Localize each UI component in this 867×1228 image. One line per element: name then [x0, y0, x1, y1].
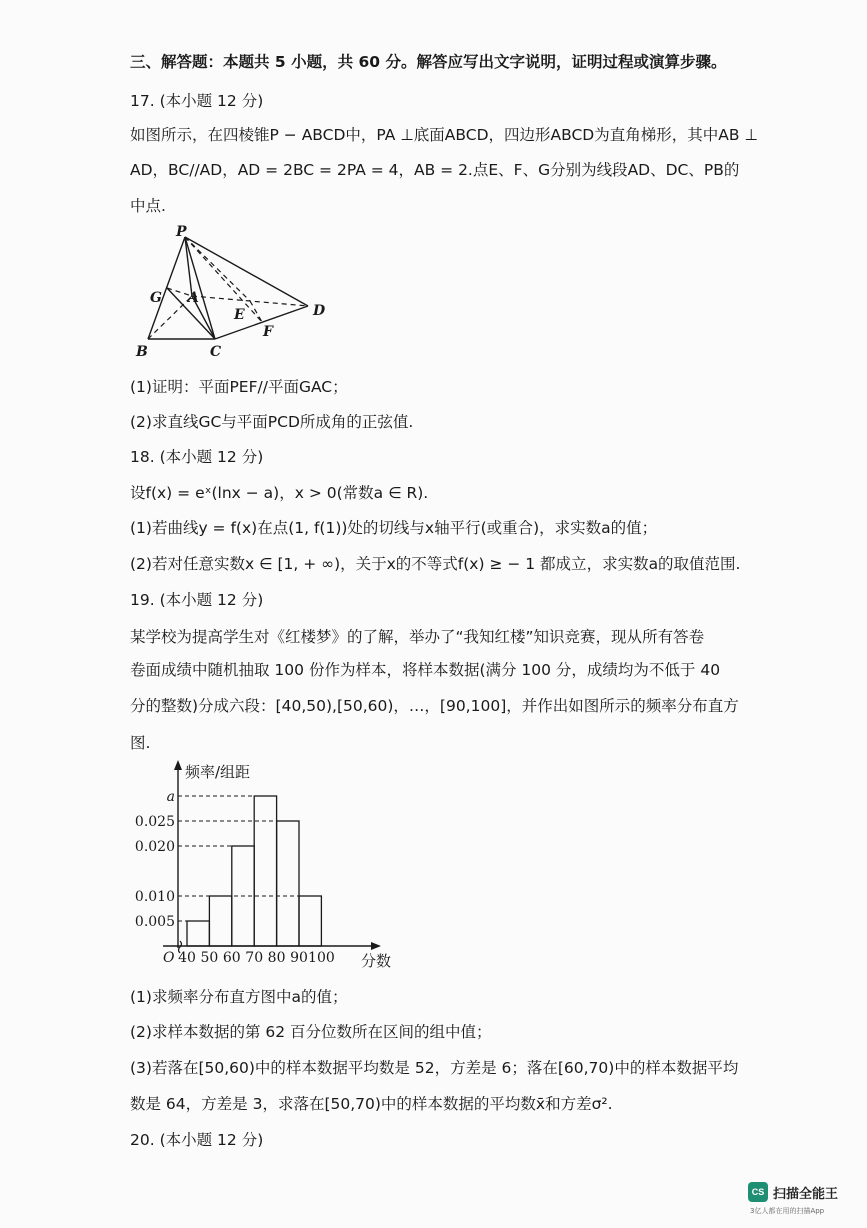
- label-b: B: [136, 344, 148, 360]
- histogram-xtick-label: 70: [245, 950, 264, 966]
- pyramid-figure: [130, 222, 340, 362]
- histogram-bar-[40,50): [187, 921, 209, 946]
- watermark-title: 扫描全能王: [773, 1187, 839, 1202]
- histogram-ytick-label: 0.025: [134, 814, 175, 830]
- histogram-bar-[70,80): [254, 796, 276, 946]
- histogram-xtick-label: 40: [178, 950, 196, 966]
- q19-stem-line-3: 分的整数)分成六段：[40,50),[50,60)，…，[90,100]，并作出如图所示的频率分布直方: [130, 697, 739, 715]
- q18-stem: 设f(x) = eˣ(lnx − a)，x > 0(常数a ∈ R).: [130, 484, 429, 502]
- histogram-xtick-label: 100: [308, 950, 335, 966]
- label-e: E: [234, 307, 245, 323]
- label-c: C: [210, 344, 222, 360]
- q19-number: 19. (本小题 12 分): [130, 591, 264, 609]
- frequency-histogram: [125, 758, 395, 973]
- q19-stem-line-2: 卷面成绩中随机抽取 100 份作为样本，将样本数据(满分 100 分，成绩均为不低于 40: [130, 661, 721, 679]
- q19-part-1: (1)求频率分布直方图中a的值；: [130, 988, 348, 1006]
- histogram-bar-[80,90): [277, 821, 299, 946]
- q18-part-2: (2)若对任意实数x ∈ [1, + ∞)，关于x的不等式f(x) ≥ − 1 都成立，求实数a的取值范围.: [130, 555, 741, 573]
- histogram-xtick-label: 60: [222, 950, 241, 966]
- histogram-ytick-label: 0.010: [134, 889, 175, 905]
- histogram-ytick-label: a: [166, 789, 175, 805]
- q17-stem-line-2: AD，BC//AD，AD = 2BC = 2PA = 4，AB = 2.点E、F、G分别为线段AD、DC、PB的: [130, 161, 740, 179]
- histogram-ylabel: 频率/组距: [185, 763, 251, 781]
- camscanner-logo-icon: CS: [748, 1182, 768, 1202]
- histogram-bar-[90,100]: [299, 896, 321, 946]
- label-a: A: [188, 290, 199, 306]
- watermark-subtitle: 3亿人都在用的扫描App: [750, 1207, 825, 1215]
- histogram-xlabel: 分数: [361, 952, 392, 970]
- q17-stem-line-1: 如图所示，在四棱锥P − ABCD中，PA ⊥底面ABCD，四边形ABCD为直角梯形，其中AB ⊥: [130, 126, 758, 144]
- q19-part-3-line-1: (3)若落在[50,60)中的样本数据平均数是 52，方差是 6；落在[60,70)中的样本数据平均: [130, 1059, 739, 1077]
- q17-part-2: (2)求直线GC与平面PCD所成角的正弦值.: [130, 413, 414, 431]
- histogram-ytick-label: 0.020: [134, 839, 175, 855]
- histogram-xtick-label: 90: [290, 950, 308, 966]
- q18-number: 18. (本小题 12 分): [130, 448, 264, 466]
- label-g: G: [150, 290, 162, 306]
- q19-part-3-line-2: 数是 64，方差是 3，求落在[50,70)中的样本数据的平均数x̄和方差σ².: [130, 1095, 613, 1113]
- q17-part-1: (1)证明：平面PEF//平面GAC；: [130, 378, 348, 396]
- q19-stem-line-4: 图.: [130, 734, 151, 752]
- q18-part-1: (1)若曲线y = f(x)在点(1, f(1))处的切线与x轴平行(或重合)，求实数a的值；: [130, 519, 658, 537]
- section-heading: 三、解答题：本题共 5 小题，共 60 分。解答应写出文字说明，证明过程或演算步骤。: [130, 53, 727, 71]
- q19-stem-line-1: 某学校为提高学生对《红楼梦》的了解，举办了“我知红楼”知识竞赛，现从所有答卷: [130, 628, 705, 646]
- q17-number: 17. (本小题 12 分): [130, 92, 264, 110]
- q17-stem-line-3: 中点.: [130, 197, 166, 215]
- label-p: P: [176, 224, 187, 240]
- histogram-xtick-label: 50: [200, 950, 219, 966]
- histogram-bar-[50,60): [209, 896, 231, 946]
- q20-number: 20. (本小题 12 分): [130, 1131, 264, 1149]
- scanner-watermark: [748, 1180, 858, 1220]
- histogram-ytick-label: 0.005: [134, 914, 175, 930]
- histogram-origin: O: [163, 950, 175, 966]
- q19-part-2: (2)求样本数据的第 62 百分位数所在区间的组中值；: [130, 1023, 492, 1041]
- label-f: F: [263, 324, 273, 340]
- histogram-xtick-label: 80: [267, 950, 286, 966]
- label-d: D: [313, 303, 326, 319]
